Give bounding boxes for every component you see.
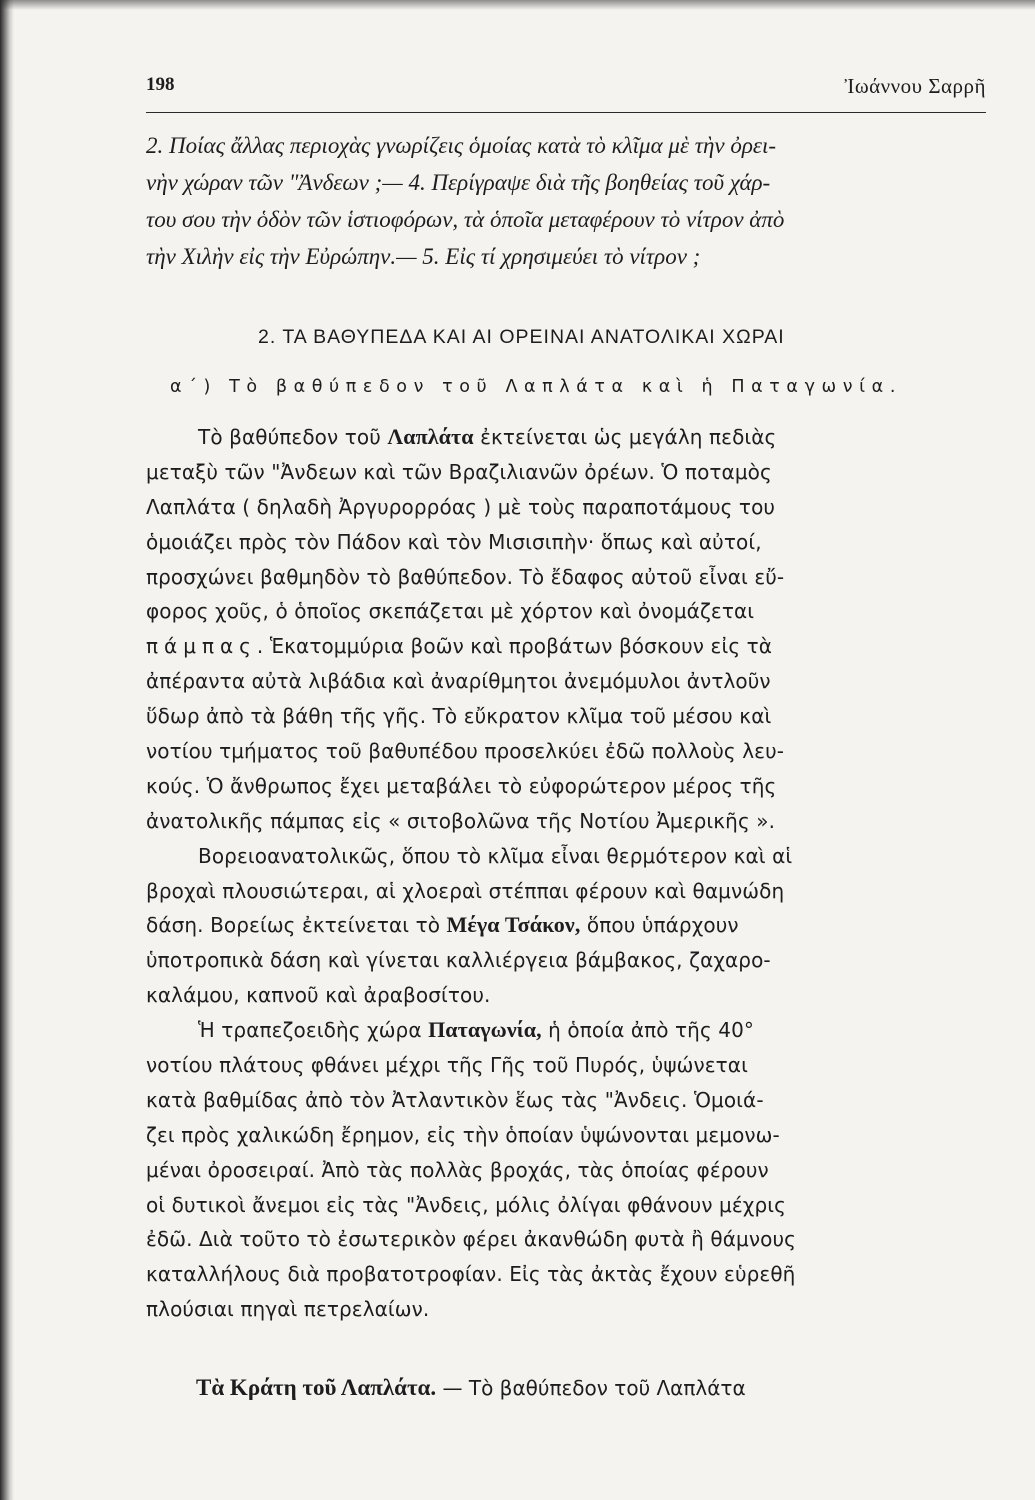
body-line: φορος χοῦς, ὁ ὁποῖος σκεπάζεται μὲ χόρτον καὶ ὀνομάζεται: [146, 599, 755, 624]
body-line: μεταξὺ τῶν "Ἀνδεων καὶ τῶν Βραζιλιανῶν ὀρέων. Ὁ ποταμὸς: [146, 459, 772, 484]
body-line: ὕδωρ ἀπὸ τὰ βάθη τῆς γῆς. Τὸ εὔκρατον κλῖμα τοῦ μέσου καὶ: [146, 704, 772, 729]
body-line: ἀνατολικῆς πάμπας εἰς « σιτοβολῶνα τῆς Νοτίου Ἀμερικῆς ».: [146, 808, 776, 833]
body-line: Λαπλάτα ( δηλαδὴ Ἀργυρορρόας ) μὲ τοὺς παραποτάμους του: [146, 494, 776, 519]
text-run: ἐκτείνεται ὡς μεγάλη πεδιὰς: [473, 425, 777, 449]
body-line: μέναι ὀροσειραί. Ἀπὸ τὰς πολλὰς βροχάς, τὰς ὁποίας φέρουν: [146, 1157, 769, 1182]
section-title: 2. ΤΑ ΒΑΘΥΠΕΔΑ ΚΑΙ ΑΙ ΟΡΕΙΝΑΙ ΑΝΑΤΟΛΙΚΑΙ ΧΩΡΑΙ: [258, 326, 785, 348]
body-line: [146, 1013, 986, 1048]
body-line: [146, 420, 986, 455]
exercise-line: τὴν Χιλὴν εἰς τὴν Εὐρώπην.— 5. Εἰς τί χρησιμεύει τὸ νίτρον ;: [146, 244, 701, 269]
text-run: Ἡ τραπεζοειδὴς χώρα: [198, 1018, 429, 1043]
text-run: δάση. Βορείως ἐκτείνεται τὸ: [146, 913, 447, 938]
text-run: ἡ ὁποία ἀπὸ τῆς 40°: [541, 1018, 754, 1043]
term-gran-chaco: Μέγα Τσάκον,: [446, 912, 581, 938]
body-line: ἀπέραντα αὐτὰ λιβάδια καὶ ἀναρίθμητοι ἀνεμόμυλοι ἀντλοῦν: [146, 669, 771, 694]
body-line: ὑποτροπικὰ δάση καὶ γίνεται καλλιέργεια βάμβακος, ζαχαρο-: [146, 948, 771, 973]
body-line: προσχώνει βαθμηδὸν τὸ βαθύπεδον. Τὸ ἔδαφος αὐτοῦ εἶναι εὔ-: [146, 564, 785, 589]
text-run: ὅπου ὑπάρχουν: [580, 913, 739, 938]
body-line: πλούσιαι πηγαὶ πετρελαίων.: [146, 1297, 430, 1322]
text-run: . Ἑκατομμύρια βοῶν καὶ προβάτων βόσκουν εἰς τὰ: [256, 634, 773, 659]
header-rule: [146, 112, 986, 113]
body-line: νοτίου πλάτους φθάνει μέχρι τῆς Γῆς τοῦ Πυρός, ὑψώνεται: [146, 1053, 748, 1078]
body-line: καλάμου, καπνοῦ καὶ ἀραβοσίτου.: [146, 983, 491, 1008]
subsection-title: α΄) Τὸ βαθύπεδον τοῦ Λαπλάτα καὶ ἡ Παταγωνία.: [170, 377, 902, 397]
body-line: βροχαὶ πλουσιώτεραι, αἱ χλοεραὶ στέππαι φέρουν καὶ θαμνώδη: [146, 878, 785, 903]
body-line: [146, 629, 986, 664]
exercises-block: [146, 127, 986, 275]
final-paragraph: [196, 1375, 746, 1401]
body-line: καταλλήλους διὰ προβατοτροφίαν. Εἰς τὰς ἀκτὰς ἔχουν εὑρεθῆ: [146, 1262, 796, 1287]
body-line: ἐδῶ. Διὰ τοῦτο τὸ ἐσωτερικὸν φέρει ἀκανθώδη φυτὰ ἢ θάμνους: [146, 1227, 796, 1252]
body-text: [146, 420, 986, 1327]
exercise-line: νὴν χώραν τῶν "Ἀνδεων ;— 4. Περίγραψε διὰ τῆς βοηθείας τοῦ χάρ-: [146, 170, 771, 195]
body-line: ζει πρὸς χαλικώδη ἔρημον, εἰς τὴν ὁποίαν ὑψώνονται μεμονω-: [146, 1122, 780, 1147]
text-run: — Τὸ βαθύπεδον τοῦ Λαπλάτα: [436, 1376, 746, 1400]
page-header: [146, 72, 986, 112]
subheading-states-of-laplata: Τὰ Κράτη τοῦ Λαπλάτα.: [196, 1375, 437, 1400]
body-line: [146, 908, 986, 943]
body-line: Βορειοανατολικῶς, ὅπου τὸ κλῖμα εἶναι θερμότερον καὶ αἱ: [198, 843, 793, 868]
term-laplata: Λαπλάτα: [387, 424, 474, 449]
exercise-line: 2. Ποίας ἄλλας περιοχὰς γνωρίζεις ὁμοίας κατὰ τὸ κλῖμα μὲ τὴν ὀρει-: [146, 133, 777, 158]
running-head: Ἰωάννου Σαρρῆ: [844, 74, 986, 98]
page-shadow-top: [0, 0, 1035, 10]
page-number: 198: [146, 74, 175, 95]
body-line: κούς. Ὁ ἄνθρωπος ἔχει μεταβάλει τὸ εὐφορώτερον μέρος τῆς: [146, 773, 777, 798]
exercise-line: του σου τὴν ὁδὸν τῶν ἱστιοφόρων, τὰ ὁποῖα μεταφέρουν τὸ νίτρον ἀπὸ: [146, 207, 785, 232]
body-line: νοτίου τμήματος τοῦ βαθυπέδου προσελκύει ἐδῶ πολλοὺς λευ-: [146, 739, 785, 764]
text-run: Τὸ βαθύπεδον τοῦ: [198, 425, 388, 449]
term-pampas: πάμπας: [146, 634, 257, 659]
body-line: οἱ δυτικοὶ ἄνεμοι εἰς τὰς "Ἀνδεις, μόλις ὀλίγαι φθάνουν μέχρις: [146, 1192, 786, 1217]
page-shadow-left: [0, 0, 14, 1500]
body-line: κατὰ βαθμίδας ἀπὸ τὸν Ἀτλαντικὸν ἕως τὰς "Ἀνδεις. Ὁμοιά-: [146, 1087, 764, 1112]
term-patagonia: Παταγωνία,: [428, 1017, 542, 1043]
body-line: ὁμοιάζει πρὸς τὸν Πάδον καὶ τὸν Μισισιπὴν· ὅπως καὶ αὐτοί,: [146, 529, 762, 554]
